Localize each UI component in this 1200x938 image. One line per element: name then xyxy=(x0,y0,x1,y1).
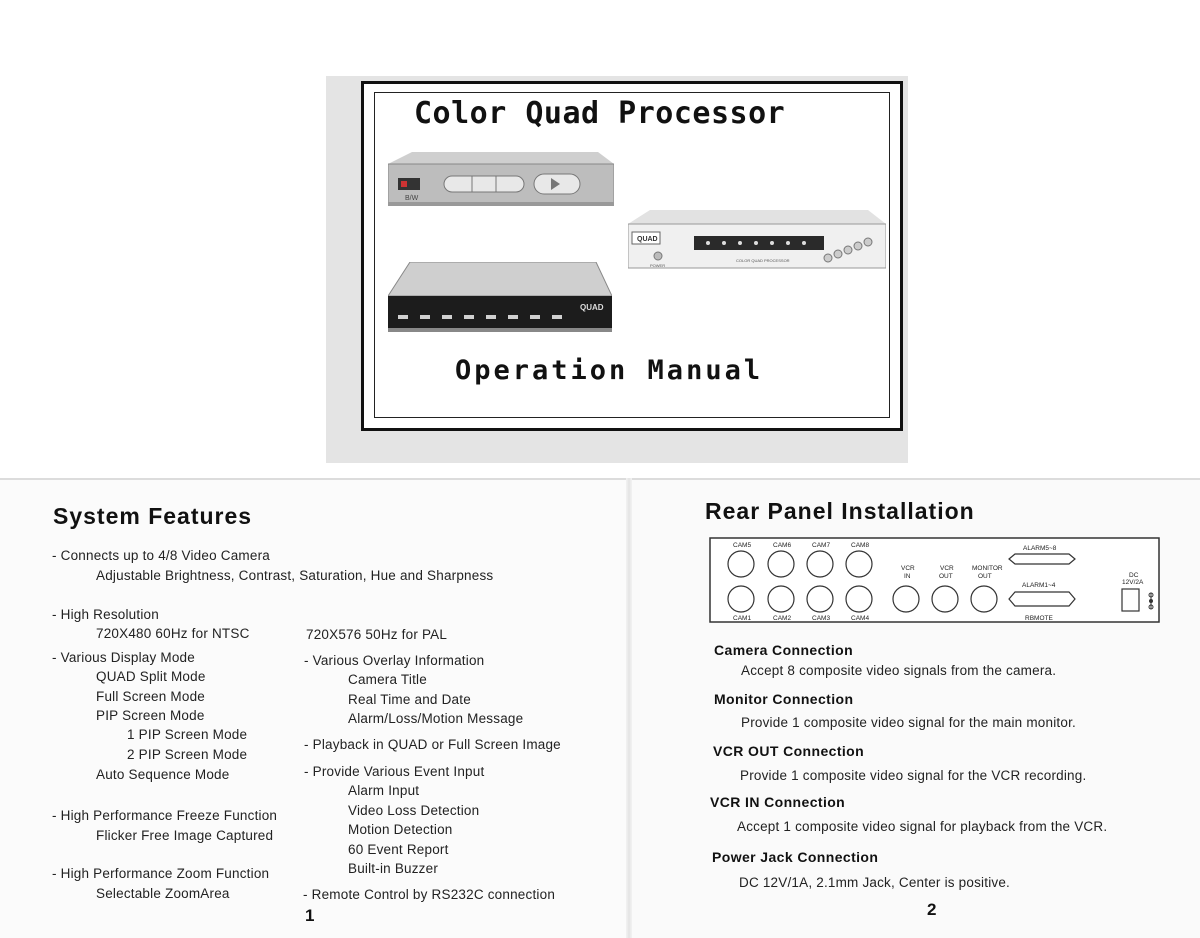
feature-line: Flicker Free Image Captured xyxy=(96,828,274,843)
camera-connection-text: Accept 8 composite video signals from the camera. xyxy=(741,663,1057,678)
feature-line: - Various Overlay Information xyxy=(304,653,485,668)
feature-line: Video Loss Detection xyxy=(348,803,480,818)
feature-line: Camera Title xyxy=(348,672,427,687)
feature-line: Built-in Buzzer xyxy=(348,861,439,876)
label-alarm58: ALARM5~8 xyxy=(1023,545,1057,552)
vcr-out-connection-text: Provide 1 composite video signal for the VCR recording. xyxy=(740,768,1087,783)
monitor-connection-title: Monitor Connection xyxy=(714,691,854,707)
vcr-in-connection-title: VCR IN Connection xyxy=(710,794,846,810)
label-dc-2: 12V/2A xyxy=(1122,579,1144,586)
label-alarm14: ALARM1~4 xyxy=(1022,582,1056,589)
feature-line: PIP Screen Mode xyxy=(96,708,205,723)
device-right-badge: QUAD xyxy=(637,236,658,243)
label-cam5: CAM5 xyxy=(733,542,752,549)
label-vcr-in-1: VCR xyxy=(901,565,915,572)
power-jack-connection-text: DC 12V/1A, 2.1mm Jack, Center is positive. xyxy=(739,875,1010,890)
label-cam4: CAM4 xyxy=(851,615,870,622)
feature-line: - Various Display Mode xyxy=(52,650,195,665)
rear-panel-diagram xyxy=(709,537,1160,623)
feature-line: Auto Sequence Mode xyxy=(96,767,230,782)
feature-line: - High Resolution xyxy=(52,607,159,622)
feature-line: Motion Detection xyxy=(348,822,453,837)
device-photo-dark xyxy=(388,262,612,334)
feature-line: 720X480 60Hz for NTSC xyxy=(96,626,250,641)
vcr-out-connection-title: VCR OUT Connection xyxy=(713,743,865,759)
device-top-badge: B/W xyxy=(405,195,419,202)
feature-line: 2 PIP Screen Mode xyxy=(127,747,248,762)
label-vcr-out-2: OUT xyxy=(939,573,953,580)
feature-line: - Connects up to 4/8 Video Camera xyxy=(52,548,270,563)
cover-title: Color Quad Processor xyxy=(414,96,786,131)
feature-line: Alarm Input xyxy=(348,783,420,798)
device-right-caption: COLOR QUAD PROCESSOR xyxy=(736,258,790,263)
page-gutter xyxy=(626,478,632,938)
label-cam3: CAM3 xyxy=(812,615,831,622)
label-monitor-out-2: OUT xyxy=(978,573,992,580)
feature-line: Alarm/Loss/Motion Message xyxy=(348,711,524,726)
label-vcr-out-1: VCR xyxy=(940,565,954,572)
feature-line: - Remote Control by RS232C connection xyxy=(303,887,556,902)
label-cam1: CAM1 xyxy=(733,615,752,622)
power-jack-connection-title: Power Jack Connection xyxy=(712,849,879,865)
label-cam6: CAM6 xyxy=(773,542,792,549)
feature-line: Full Screen Mode xyxy=(96,689,205,704)
vcr-in-connection-text: Accept 1 composite video signal for playback from the VCR. xyxy=(737,819,1108,834)
label-vcr-in-2: IN xyxy=(904,573,911,580)
label-monitor-out-1: MONITOR xyxy=(972,565,1003,572)
label-remote: RBMOTE xyxy=(1025,615,1053,622)
page-number-right: 2 xyxy=(927,900,937,919)
feature-line: - High Performance Freeze Function xyxy=(52,808,278,823)
feature-line: - High Performance Zoom Function xyxy=(52,866,270,881)
page-divider xyxy=(0,478,1200,480)
device-bottom-badge: QUAD xyxy=(580,303,604,312)
device-photo-white xyxy=(628,210,886,274)
page-number-left: 1 xyxy=(305,906,315,925)
label-cam7: CAM7 xyxy=(812,542,831,549)
rear-panel-heading: Rear Panel Installation xyxy=(705,498,975,524)
feature-line: Adjustable Brightness, Contrast, Saturation, Hue and Sharpness xyxy=(96,568,494,583)
cover-subtitle: Operation Manual xyxy=(455,355,764,386)
feature-line: - Provide Various Event Input xyxy=(304,764,485,779)
label-dc-1: DC xyxy=(1129,572,1139,579)
feature-line: Real Time and Date xyxy=(348,692,471,707)
monitor-connection-text: Provide 1 composite video signal for the main monitor. xyxy=(741,715,1076,730)
label-cam2: CAM2 xyxy=(773,615,792,622)
feature-line: Selectable ZoomArea xyxy=(96,886,230,901)
device-power-label: POWER xyxy=(650,263,666,268)
feature-line: QUAD Split Mode xyxy=(96,669,206,684)
device-photo-silver xyxy=(388,152,614,208)
camera-connection-title: Camera Connection xyxy=(714,642,854,658)
feature-line: - Playback in QUAD or Full Screen Image xyxy=(304,737,561,752)
system-features-heading: System Features xyxy=(53,503,253,529)
feature-line: 1 PIP Screen Mode xyxy=(127,727,248,742)
feature-line: 60 Event Report xyxy=(348,842,449,857)
feature-line: 720X576 50Hz for PAL xyxy=(306,627,448,642)
label-cam8: CAM8 xyxy=(851,542,870,549)
